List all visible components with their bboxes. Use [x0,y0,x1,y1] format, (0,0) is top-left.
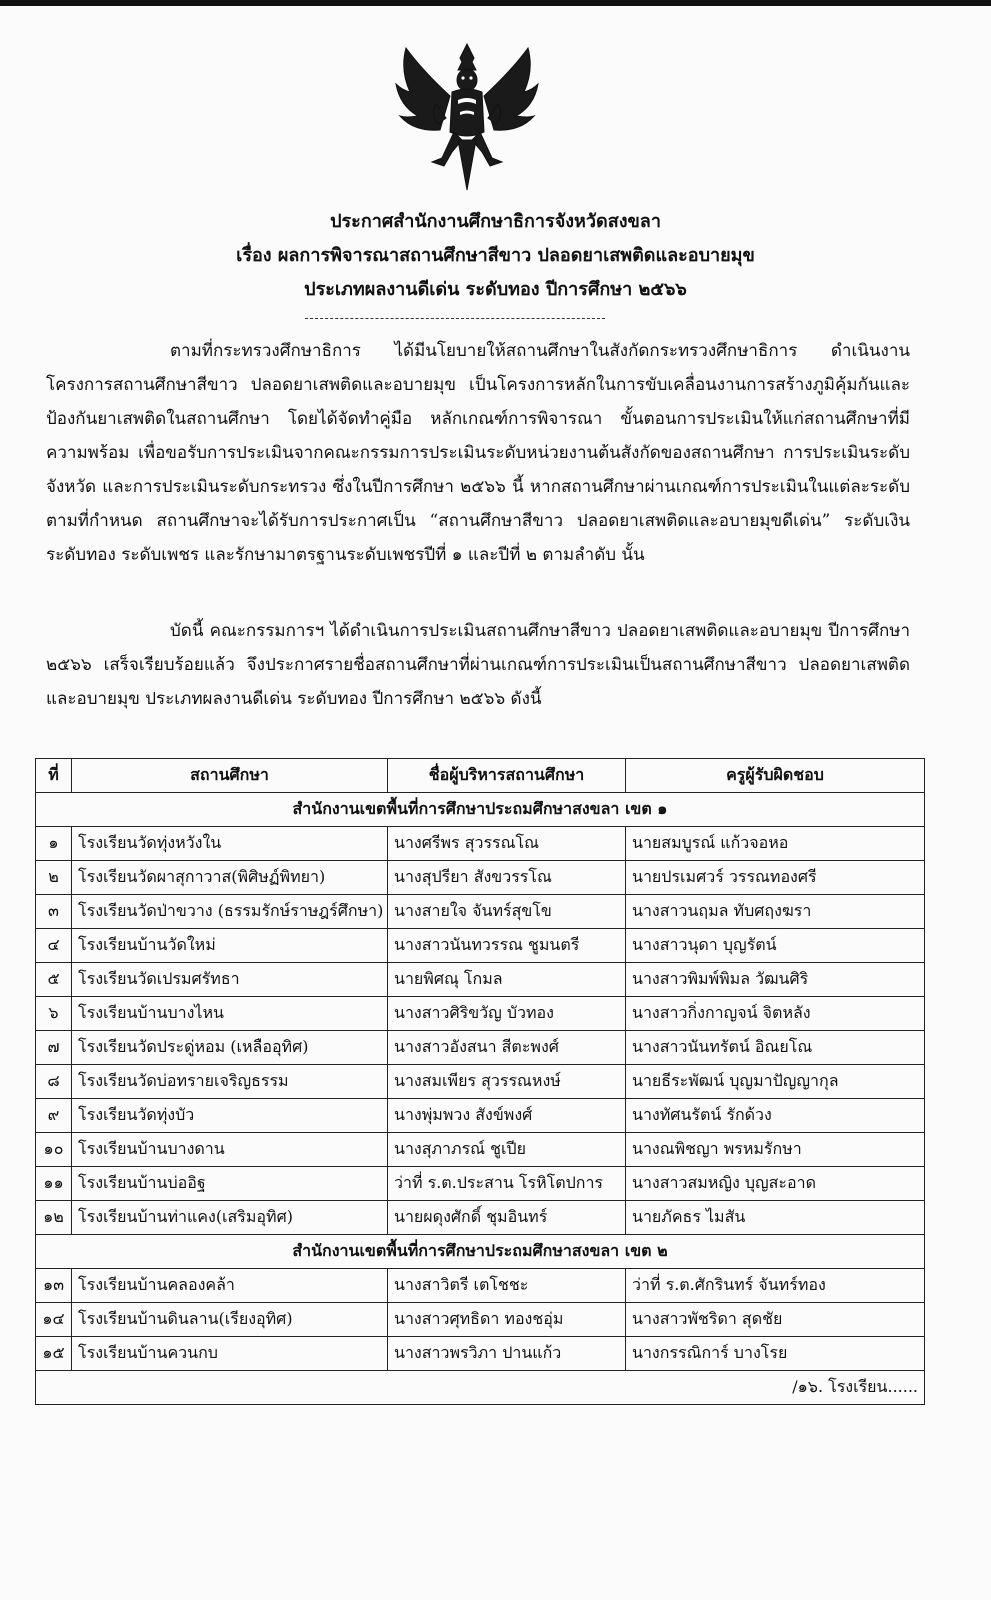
cell-school: โรงเรียนวัดประดู่หอม (เหลืออุทิศ) [72,1031,388,1065]
continued-label: /๑๖. โรงเรียน...... [36,1371,925,1405]
cell-administrator: นางสุภาภรณ์ ชูเปีย [388,1133,626,1167]
cell-administrator: นางศรีพร สุวรรณโณ [388,827,626,861]
cell-administrator: นางสาวศุทธิดา ทองชอุ่ม [388,1303,626,1337]
cell-number: ๗ [36,1031,72,1065]
table-row [36,1099,925,1133]
cell-teacher: นางสาวสมหญิง บุญสะอาด [626,1167,925,1201]
cell-administrator: นายพิศณุ โกมล [388,963,626,997]
paragraph-2-text: บัดนี้ คณะกรรมการฯ ได้ดำเนินการประเมินสถานศึกษาสีขาว ปลอดยาเสพติดและอบายมุข ปีการศึกษา ๒๕๖๖ เสร็จเรียบร้อยแล้ว จึงประกาศรายชื่อสถานศึกษาที่ผ่านเกณฑ์การประเมินเป็นสถานศึกษาสีขาว ปลอดยาเสพติดและอบายมุข ประเภทผลงานดีเด่น ระดับทอง ปีการศึกษา ๒๕๖๖ ดังนี้ [46,621,910,709]
cell-teacher: นางสาวนันทรัตน์ อิณยโณ [626,1031,925,1065]
table-row [36,997,925,1031]
cell-number: ๕ [36,963,72,997]
cell-school: โรงเรียนบ้านบ่ออิฐ [72,1167,388,1201]
announcement-subject: เรื่อง ผลการพิจารณาสถานศึกษาสีขาว ปลอดยาเสพติดและอบายมุข [236,245,755,266]
cell-administrator: นางสมเพียร สุวรรณหงษ์ [388,1065,626,1099]
section-row-area-1 [36,793,925,827]
table-row [36,861,925,895]
cell-school: โรงเรียนบ้านท่าแคง(เสริมอุทิศ) [72,1201,388,1235]
cell-administrator: นางสาวนันทวรรณ ชูมนตรี [388,929,626,963]
cell-teacher: นางณพิชญา พรหมรักษา [626,1133,925,1167]
cell-number: ๙ [36,1099,72,1133]
cell-school: โรงเรียนวัดทุ่งหวังใน [72,827,388,861]
continuation-row [36,1371,925,1405]
cell-school: โรงเรียนบ้านบางไหน [72,997,388,1031]
cell-administrator: นางสาวิตรี เตโชชะ [388,1269,626,1303]
announcement-category: ประเภทผลงานดีเด่น ระดับทอง ปีการศึกษา ๒๕๖๖ [304,279,687,300]
cell-administrator: นางสาวพรวิภา ปานแก้ว [388,1337,626,1371]
cell-teacher: นายภัคธร ไมสัน [626,1201,925,1235]
paragraph-background [46,334,910,572]
cell-administrator: นางพุ่มพวง สังข์พงศ์ [388,1099,626,1133]
cell-number: ๑๑ [36,1167,72,1201]
cell-number: ๖ [36,997,72,1031]
cell-school: โรงเรียนบ้านดินลาน(เรียงอุทิศ) [72,1303,388,1337]
cell-school: โรงเรียนบ้านวัดใหม่ [72,929,388,963]
section-row-area-2 [36,1235,925,1269]
paragraph-announcement [46,614,910,716]
cell-teacher: นายปรเมศวร์ วรรณทองศรี [626,861,925,895]
cell-school: โรงเรียนวัดป่าขวาง (ธรรมรักษ์ราษฎร์ศึกษา) [72,895,388,929]
announcement-title: ประกาศสำนักงานศึกษาธิการจังหวัดสงขลา [330,211,661,232]
cell-teacher: นายธีระพัฒน์ บุญมาปัญญากุล [626,1065,925,1099]
cell-number: ๘ [36,1065,72,1099]
cell-number: ๑๒ [36,1201,72,1235]
cell-administrator: นางสายใจ จันทร์สุขโข [388,895,626,929]
table-row [36,1133,925,1167]
table-row [36,1065,925,1099]
cell-school: โรงเรียนบ้านควนกบ [72,1337,388,1371]
section-title-area-2: สำนักงานเขตพื้นที่การศึกษาประถมศึกษาสงขลา เขต ๒ [36,1235,925,1269]
cell-administrator: นางสาวอังสนา สีตะพงศ์ [388,1031,626,1065]
school-list-table [35,758,925,1405]
cell-administrator: นายผดุงศักดิ์ ชุมอินทร์ [388,1201,626,1235]
cell-number: ๑๔ [36,1303,72,1337]
table-row [36,827,925,861]
cell-administrator: นางสุปรียา สังขวรรโณ [388,861,626,895]
cell-number: ๑ [36,827,72,861]
cell-school: โรงเรียนวัดทุ่งบัว [72,1099,388,1133]
cell-school: โรงเรียนวัดเปรมศรัทธา [72,963,388,997]
cell-teacher: นางสาวพิมพ์พิมล วัฒนศิริ [626,963,925,997]
table-header-row [36,759,925,793]
header-school: สถานศึกษา [72,759,388,793]
cell-teacher: ว่าที่ ร.ต.ศักรินทร์ จันทร์ทอง [626,1269,925,1303]
cell-teacher: นางสาวนุดา บุญรัตน์ [626,929,925,963]
paragraph-1-text: ตามที่กระทรวงศึกษาธิการ ได้มีนโยบายให้สถานศึกษาในสังกัดกระทรวงศึกษาธิการ ดำเนินงานโครงการสถานศึกษาสีขาว ปลอดยาเสพติดและอบายมุข เป็นโครงการหลักในการขับเคลื่อนงานการสร้างภูมิคุ้มกันและป้องกันยาเสพติดในสถานศึกษา โดยได้จัดทำคู่มือ หลักเกณฑ์การพิจารณา ขั้นตอนการประเมินให้แก่สถานศึกษาที่มีความพร้อม เพื่อขอรับการประเมินจากคณะกรรมการประเมินระดับหน่วยงานต้นสังกัดของสถานศึกษา การประเมินระดับจังหวัด และการประเมินระดับกระทรวง ซึ่งในปีการศึกษา ๒๕๖๖ นี้ หากสถานศึกษาผ่านเกณฑ์การประเมินในแต่ละระดับตามที่กำหนด สถานศึกษาจะได้รับการประกาศเป็น “สถานศึกษาสีขาว ปลอดยาเสพติดและอบายมุขดีเด่น” ระดับเงิน ระดับทอง ระดับเพชร และรักษามาตรฐานระดับเพชรปีที่ ๑ และปีที่ ๒ ตามลำดับ นั้น [46,341,910,565]
cell-number: ๓ [36,895,72,929]
table-row [36,1167,925,1201]
table-row [36,963,925,997]
cell-teacher: นางสาวนฤมล ทับศฤงฆรา [626,895,925,929]
table-row [36,929,925,963]
cell-teacher: นายสมบูรณ์ แก้วจอหอ [626,827,925,861]
cell-school: โรงเรียนวัดบ่อทรายเจริญธรรม [72,1065,388,1099]
cell-school: โรงเรียนบ้านคลองคล้า [72,1269,388,1303]
header-number: ที่ [36,759,72,793]
cell-number: ๒ [36,861,72,895]
cell-number: ๑๕ [36,1337,72,1371]
table-row [36,1269,925,1303]
title-divider [305,318,605,319]
cell-teacher: นางสาวพัชริดา สุดชัย [626,1303,925,1337]
cell-teacher: นางทัศนรัตน์ รักด้วง [626,1099,925,1133]
cell-school: โรงเรียนวัดผาสุกาวาส(พิศิษฏ์พิทยา) [72,861,388,895]
cell-administrator: ว่าที่ ร.ต.ประสาน โรหิโตปการ [388,1167,626,1201]
header-administrator: ชื่อผู้บริหารสถานศึกษา [388,759,626,793]
table-row [36,1337,925,1371]
header-teacher: ครูผู้รับผิดชอบ [626,759,925,793]
table-row [36,895,925,929]
cell-school: โรงเรียนบ้านบางดาน [72,1133,388,1167]
cell-administrator: นางสาวศิริขวัญ บัวทอง [388,997,626,1031]
cell-number: ๑๓ [36,1269,72,1303]
table-row [36,1303,925,1337]
table-row [36,1201,925,1235]
cell-teacher: นางกรรณิการ์ บางโรย [626,1337,925,1371]
cell-number: ๔ [36,929,72,963]
table-row [36,1031,925,1065]
cell-teacher: นางสาวกิ่งกาญจน์ จิตหลัง [626,997,925,1031]
garuda-emblem-icon [392,40,542,195]
cell-number: ๑๐ [36,1133,72,1167]
section-title-area-1: สำนักงานเขตพื้นที่การศึกษาประถมศึกษาสงขลา เขต ๑ [36,793,925,827]
